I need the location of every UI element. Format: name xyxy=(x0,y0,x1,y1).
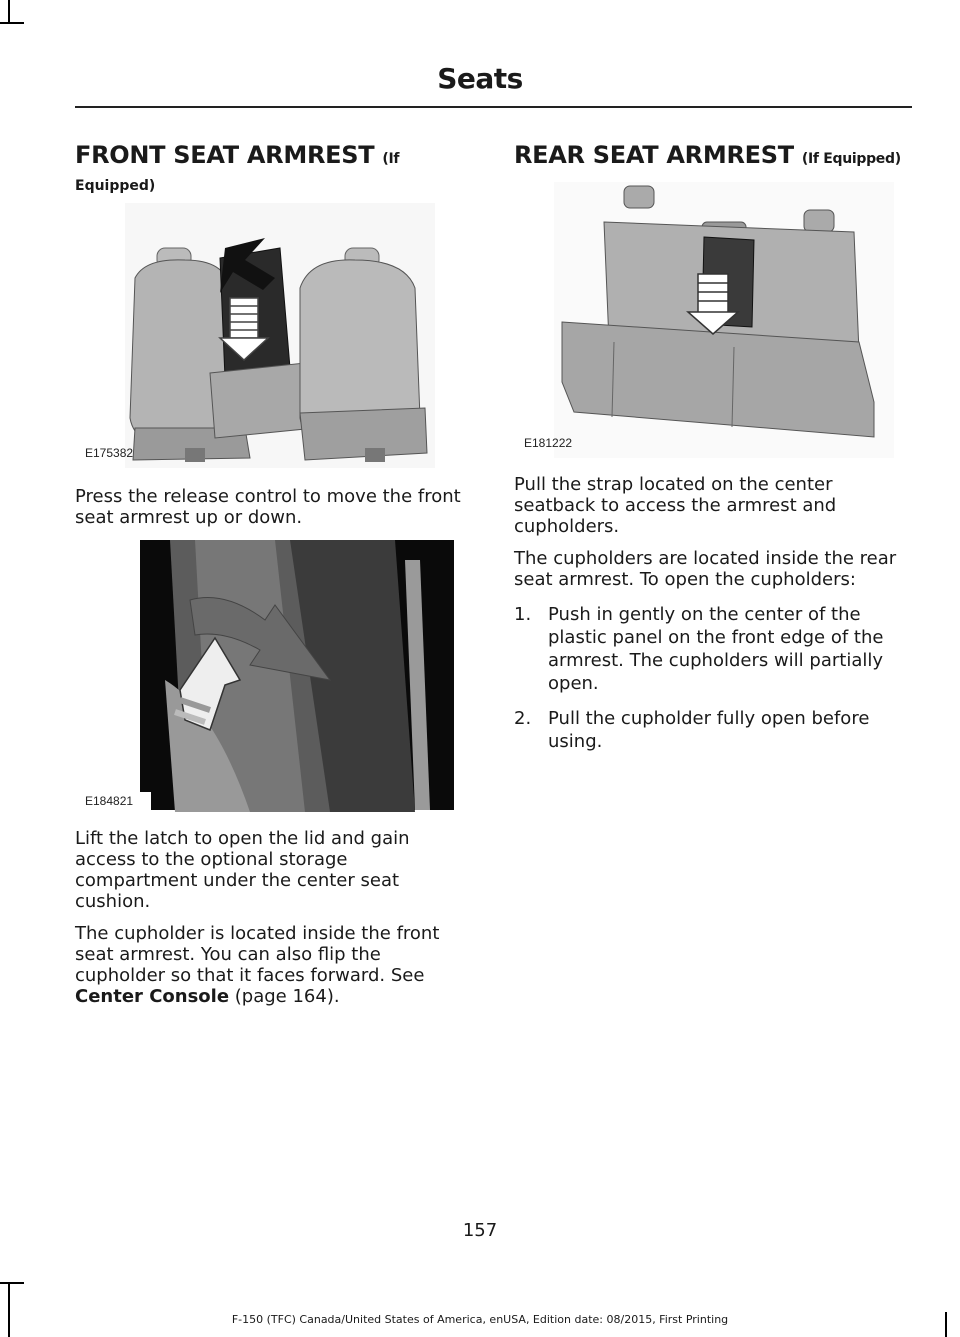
front-seats-illustration xyxy=(75,198,467,468)
figure-id-label: E175382 xyxy=(85,446,134,460)
crop-mark-bottom-left-h xyxy=(0,1282,24,1284)
front-armrest-para-2: Lift the latch to open the lid and gain access to the optional storage compartment under the center seat cushion. xyxy=(75,828,410,912)
rear-armrest-heading-text: REAR SEAT ARMREST xyxy=(514,141,794,169)
front-armrest-para-3 xyxy=(75,923,467,1007)
page-number: 157 xyxy=(462,1220,498,1241)
page-header-title: Seats xyxy=(437,62,523,95)
crop-mark-top-left-v xyxy=(8,0,10,24)
left-column xyxy=(75,140,467,1007)
para-3-page-ref: (page 164). xyxy=(234,986,340,1007)
rear-bench-illustration xyxy=(514,182,906,458)
step-number: 1. xyxy=(514,604,532,625)
center-console-link[interactable]: Center Console xyxy=(75,986,230,1007)
front-armrest-qualifier-cont: Equipped) xyxy=(75,178,156,194)
front-armrest-qualifier: (If xyxy=(382,151,400,167)
right-column xyxy=(514,140,906,765)
header-rule xyxy=(75,106,912,108)
rear-armrest-para-2: The cupholders are located inside the rear seat armrest. To open the cupholders: xyxy=(514,548,897,590)
cupholder-steps-list xyxy=(514,603,906,753)
front-armrest-para-1: Press the release control to move the front seat armrest up or down. xyxy=(75,486,461,528)
crop-mark-top-left-h xyxy=(0,22,24,24)
step-text: Pull the cupholder fully open before using. xyxy=(548,708,870,752)
rear-armrest-heading xyxy=(514,140,906,170)
figure-id-label: E184821 xyxy=(85,794,134,808)
figure-front-seat-armrest xyxy=(75,198,467,468)
list-item xyxy=(514,707,906,753)
rear-armrest-para-1: Pull the strap located on the center seatback to access the armrest and cupholders. xyxy=(514,474,837,537)
rear-armrest-qualifier: (If Equipped) xyxy=(801,151,901,167)
step-text: Push in gently on the center of the plastic panel on the front edge of the armrest. The cupholders will partially open. xyxy=(548,604,884,694)
figure-release-latch xyxy=(75,540,467,812)
list-item xyxy=(514,603,906,695)
front-armrest-heading xyxy=(75,140,467,170)
latch-closeup-illustration xyxy=(75,540,467,812)
step-number: 2. xyxy=(514,708,532,729)
figure-id-label: E181222 xyxy=(524,436,573,450)
footer-edition-text: F-150 (TFC) Canada/United States of America, enUSA, Edition date: 08/2015, First Printing xyxy=(231,1313,729,1326)
figure-rear-seat-armrest xyxy=(514,182,906,458)
crop-mark-bottom-left-v xyxy=(8,1282,10,1337)
front-armrest-heading-text: FRONT SEAT ARMREST xyxy=(75,141,375,169)
para-3-text: The cupholder is located inside the front seat armrest. You can also flip the cupholder so that it faces forward. See xyxy=(75,923,440,986)
